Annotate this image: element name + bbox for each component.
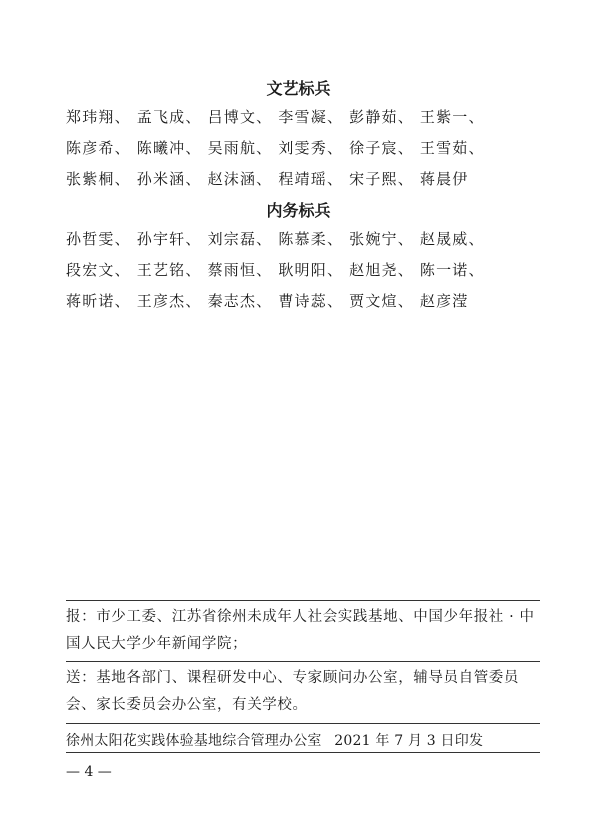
- issuer-office: 徐州太阳花实践体验基地综合管理办公室: [66, 733, 322, 749]
- person-name: 刘雯秀: [278, 139, 327, 157]
- name-separator: 、: [114, 230, 131, 248]
- person-name: 李雪凝: [278, 108, 327, 126]
- person-name: 程靖瑶: [278, 170, 327, 188]
- person-name: 刘宗磊: [207, 230, 257, 248]
- person-name: 耿明阳: [278, 261, 327, 279]
- name-separator: 、: [114, 261, 131, 279]
- person-name: 吴雨航: [207, 139, 257, 157]
- name-separator: 、: [397, 230, 414, 248]
- person-name: 彭静茹: [349, 108, 398, 126]
- name-separator: 、: [256, 108, 273, 126]
- person-name: 段宏文: [66, 261, 115, 279]
- name-separator: 、: [397, 292, 414, 310]
- footer-report-recipients: 报：市少工委、江苏省徐州未成年人社会实践基地、中国少年报社 · 中国人民大学少年新闻学院；: [66, 609, 535, 652]
- name-separator: 、: [256, 292, 273, 310]
- name-separator: 、: [397, 261, 414, 279]
- name-separator: 、: [468, 230, 485, 248]
- footer-send-recipients: 送：基地各部门、课程研发中心、专家顾问办公室，辅导员自管委员会、家长委员会办公室，有关学校。: [66, 670, 519, 713]
- name-separator: 、: [468, 139, 485, 157]
- name-separator: 、: [326, 108, 344, 126]
- name-separator: 、: [326, 292, 344, 310]
- name-separator: 、: [256, 261, 273, 279]
- person-name: 王艺铭: [136, 261, 186, 279]
- name-separator: 、: [114, 108, 131, 126]
- section-title-housekeeping: 内务标兵: [266, 201, 331, 220]
- person-name: 蒋晨伊: [419, 170, 469, 188]
- person-name: 陈彦希: [66, 139, 115, 157]
- person-name: 吕博文: [207, 108, 257, 126]
- person-name: 王紫一: [419, 108, 469, 126]
- footer-bottom-rule: [66, 752, 540, 753]
- footer-issuer-line: [66, 730, 540, 750]
- person-name: 王彦杰: [136, 292, 186, 310]
- person-name: 陈曦冲: [136, 139, 186, 157]
- person-name: 徐子宸: [349, 139, 398, 157]
- person-name: 王雪茹: [419, 139, 469, 157]
- name-separator: 、: [256, 230, 273, 248]
- person-name: 赵旭尧: [349, 261, 398, 279]
- footer-top-rule: [66, 600, 540, 601]
- name-separator: 、: [468, 261, 485, 279]
- person-name: 赵沫涵: [207, 170, 257, 188]
- person-name: 赵彦滢: [419, 292, 469, 310]
- footer-issuer-rule: [66, 723, 540, 724]
- person-name: 郑玮翔: [66, 108, 115, 126]
- name-separator: 、: [185, 292, 202, 310]
- name-separator: 、: [185, 108, 202, 126]
- name-separator: 、: [114, 292, 131, 310]
- person-name: 孟飞成: [136, 108, 186, 126]
- name-separator: 、: [397, 139, 414, 157]
- issue-date: 2021 年 7 月 3 日印发: [334, 733, 484, 749]
- name-separator: 、: [397, 108, 414, 126]
- person-name: 秦志杰: [207, 292, 257, 310]
- person-name: 赵晟威: [419, 230, 469, 248]
- name-separator: 、: [185, 170, 202, 188]
- person-name: 孙哲雯: [66, 230, 115, 248]
- person-name: 张紫桐: [66, 170, 115, 188]
- name-separator: 、: [326, 230, 344, 248]
- section-title-arts: 文艺标兵: [266, 79, 331, 98]
- name-list-housekeeping: [66, 224, 546, 317]
- name-separator: 、: [185, 261, 202, 279]
- person-name: 孙宇轩: [136, 230, 186, 248]
- name-list-arts: [66, 102, 546, 195]
- name-separator: 、: [256, 139, 273, 157]
- person-name: 蔡雨恒: [207, 261, 257, 279]
- page-number: — 4 —: [66, 764, 112, 780]
- name-separator: 、: [397, 170, 414, 188]
- person-name: 陈一诺: [419, 261, 469, 279]
- name-separator: 、: [326, 261, 344, 279]
- name-separator: 、: [326, 139, 344, 157]
- person-name: 陈慕柔: [278, 230, 327, 248]
- person-name: 曹诗蕊: [278, 292, 327, 310]
- footer-middle-rule: [66, 661, 540, 662]
- person-name: 宋子熙: [349, 170, 398, 188]
- name-separator: 、: [256, 170, 273, 188]
- person-name: 贾文煊: [349, 292, 398, 310]
- name-separator: 、: [185, 230, 202, 248]
- person-name: 孙米涵: [136, 170, 186, 188]
- name-separator: 、: [468, 108, 485, 126]
- person-name: 蒋昕诺: [66, 292, 115, 310]
- name-separator: 、: [114, 139, 131, 157]
- person-name: 张婉宁: [349, 230, 398, 248]
- name-separator: 、: [326, 170, 344, 188]
- name-separator: 、: [185, 139, 202, 157]
- name-separator: 、: [114, 170, 131, 188]
